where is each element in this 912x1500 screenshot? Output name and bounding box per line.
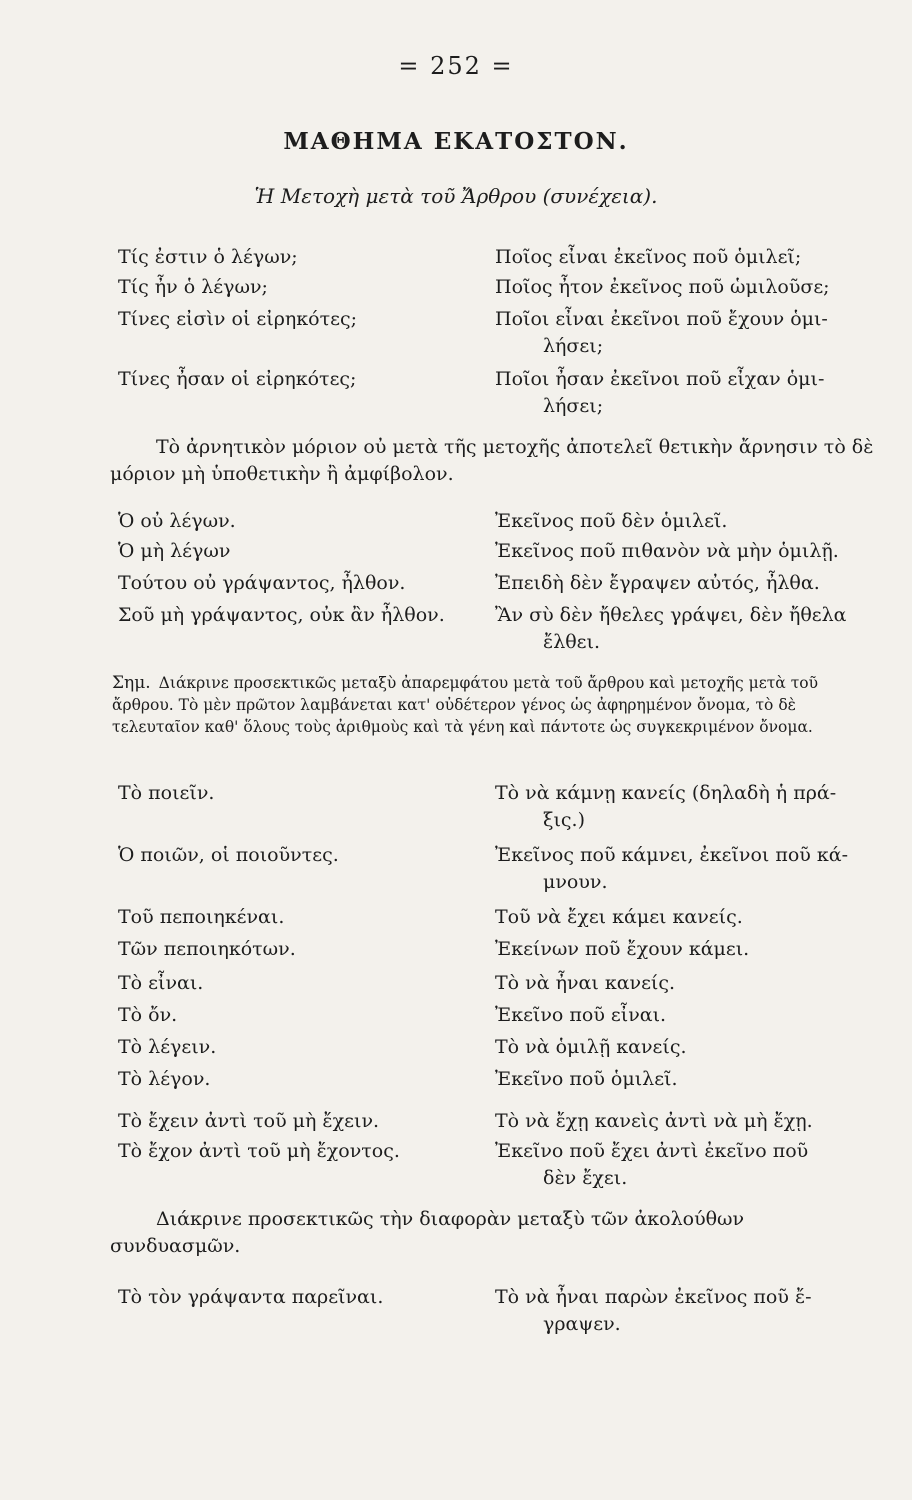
greek-modern: Ποῖοι εἶναι ἐκεῖνοι ποῦ ἔχουν ὁμι- λήσει; <box>495 308 828 357</box>
greek-ancient: Τίνες ἦσαν οἱ εἰρηκότες; <box>118 368 357 390</box>
greek-ancient: Τίς ἐστιν ὁ λέγων; <box>118 246 298 268</box>
greek-modern: Ἐκεῖνο ποῦ ὁμιλεῖ. <box>495 1068 678 1090</box>
greek-ancient: Τίνες εἰσὶν οἱ εἰρηκότες; <box>118 308 357 330</box>
greek-ancient: Τὸ εἶναι. <box>118 972 204 994</box>
lesson-subtitle: Ἡ Μετοχὴ μετὰ τοῦ Ἄρθρου (συνέχεια). <box>254 184 658 208</box>
greek-ancient: Τὸ λέγειν. <box>118 1036 217 1058</box>
greek-modern: Τὸ νὰ κάμνῃ κανείς (δηλαδὴ ἡ πρά- ξις.) <box>495 782 837 831</box>
greek-ancient: Τὸ τὸν γράψαντα παρεῖναι. <box>118 1286 384 1308</box>
greek-modern: Ἐκεῖνο ποῦ εἶναι. <box>495 1004 667 1026</box>
greek-ancient: Ὁ οὐ λέγων. <box>118 510 236 532</box>
note-label: Σημ. <box>112 673 151 693</box>
greek-ancient: Τίς ἦν ὁ λέγων; <box>118 276 268 298</box>
greek-ancient: Τούτου οὐ γράψαντος, ἦλθον. <box>118 572 406 594</box>
greek-modern: Ἐκεῖνος ποῦ πιθανὸν νὰ μὴν ὁμιλῇ. <box>495 540 839 562</box>
greek-ancient: Τὸ λέγον. <box>118 1068 211 1090</box>
greek-ancient: Σοῦ μὴ γράψαντος, οὐκ ἂν ἦλθον. <box>118 604 445 626</box>
paragraph-distinguish: Διάκρινε προσεκτικῶς τὴν διαφορὰν μεταξὺ τῶν ἀκολούθων συνδυασμῶν. <box>110 1208 745 1257</box>
greek-modern: Ἐπειδὴ δὲν ἔγραψεν αὐτός, ἦλθα. <box>495 572 820 594</box>
greek-modern: Τὸ νὰ ἦναι παρὼν ἐκεῖνος ποῦ ἔ- γραψεν. <box>495 1286 812 1335</box>
lesson-title: ΜΑΘΗΜΑ ΕΚΑΤΟΣΤΟΝ. <box>283 128 629 155</box>
greek-modern: Τοῦ νὰ ἔχει κάμει κανείς. <box>495 906 743 928</box>
greek-ancient: Τὸ ἔχον ἀντὶ τοῦ μὴ ἔχοντος. <box>118 1140 400 1162</box>
note-text: Διάκρινε προσεκτικῶς μεταξὺ ἀπαρεμφάτου μετὰ τοῦ ἄρθρου καὶ μετοχῆς μετὰ τοῦ ἄρθρου. Τὸ μὲν πρῶτον λαμβάνεται κατ' οὐδέτερον γένος ὡς ἀφηρημένον ὄνομα, τὸ δὲ τελευταῖον καθ' ὅλους τοὺς ἀριθμοὺς καὶ τὰ γένη καὶ πάντοτε ὡς συγκεκριμένον ὄνομα. <box>112 674 819 736</box>
greek-ancient: Τὸ ποιεῖν. <box>118 782 215 804</box>
greek-modern: Ἐκεῖνος ποῦ δὲν ὁμιλεῖ. <box>495 510 728 532</box>
greek-modern: Τὸ νὰ ἦναι κανείς. <box>495 972 676 994</box>
greek-ancient: Ὁ μὴ λέγων <box>118 540 231 562</box>
greek-ancient: Τὸ ὄν. <box>118 1004 178 1026</box>
greek-modern: Τὸ νὰ ἔχῃ κανεὶς ἀντὶ νὰ μὴ ἔχῃ. <box>495 1110 813 1132</box>
paragraph-negation: Τὸ ἀρνητικὸν μόριον οὐ μετὰ τῆς μετοχῆς ἀποτελεῖ θετικὴν ἄρνησιν τὸ δὲ μόριον μὴ ὑποθετικὴν ἢ ἀμφίβολον. <box>110 436 874 485</box>
greek-modern: Τὸ νὰ ὁμιλῇ κανείς. <box>495 1036 687 1058</box>
greek-ancient: Τῶν πεποιηκότων. <box>118 938 296 960</box>
greek-modern: Ἐκεῖνο ποῦ ἔχει ἀντὶ ἐκεῖνο ποῦ δὲν ἔχει. <box>495 1140 809 1189</box>
greek-modern: Ἂν σὺ δὲν ἤθελες γράψει, δὲν ἤθελα ἔλθει. <box>495 604 847 653</box>
note-block <box>112 672 874 738</box>
page-number: = 252 = <box>398 52 514 80</box>
greek-modern: Ποῖοι ἦσαν ἐκεῖνοι ποῦ εἶχαν ὁμι- λήσει; <box>495 368 825 417</box>
greek-modern: Ποῖος ἦτον ἐκεῖνος ποῦ ὡμιλοῦσε; <box>495 276 830 298</box>
greek-ancient: Τοῦ πεποιηκέναι. <box>118 906 285 928</box>
greek-modern: Ἐκείνων ποῦ ἔχουν κάμει. <box>495 938 750 960</box>
greek-modern: Ἐκεῖνος ποῦ κάμνει, ἐκεῖνοι ποῦ κά- μνουν. <box>495 844 849 893</box>
greek-ancient: Ὁ ποιῶν, οἱ ποιοῦντες. <box>118 844 339 866</box>
greek-ancient: Τὸ ἔχειν ἀντὶ τοῦ μὴ ἔχειν. <box>118 1110 380 1132</box>
greek-modern: Ποῖος εἶναι ἐκεῖνος ποῦ ὁμιλεῖ; <box>495 246 802 268</box>
